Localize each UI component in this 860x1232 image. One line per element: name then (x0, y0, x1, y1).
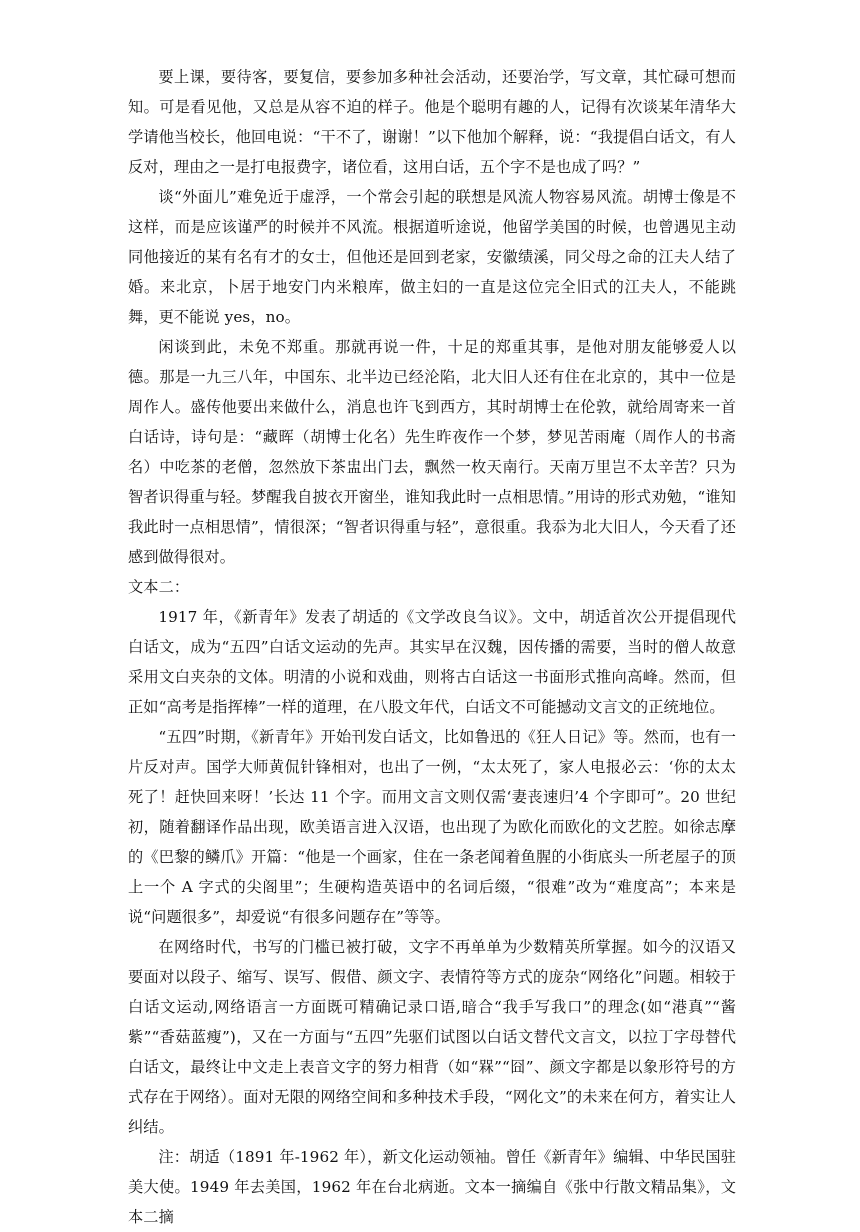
paragraph-outer-appearance: 谈“外面儿”难免近于虚浮，一个常会引起的联想是风流人物容易风流。胡博士像是不这样，而是应该谨严的时候并不风流。根据道听途说，他留学美国的时候，也曾遇见主动同他接近的某有名有才的女士，但他还是回到老家，安徽绩溪，同父母之命的江夫人结了婚。来北京，卜居于地安门内米粮库，做主妇的一直是这位完全旧式的江夫人，不能跳舞，更不能说 yes，no。 (128, 188, 736, 326)
document-body (128, 62, 736, 1232)
paragraph-internet-era: 在网络时代，书写的门槛已被打破，文字不再单单为少数精英所掌握。如今的汉语又要面对以段子、缩写、误写、假借、颜文字、表情符等方式的庞杂“网络化”问题。相较于白话文运动,网络语言一方面既可精确记录口语,暗合“我手写我口”的理念(如“港真”“酱紫”“香菇蓝瘦”)，又在一方面与“五四”先驱们试图以白话文替代文言文，以拉丁字母替代白话文，最终让中文走上表音文字的努力相背（如“槑”“囧”、颜文字都是以象形符号的方式存在于网络）。面对无限的网络空间和多种技术手段，“网化文”的未来在何方，着实让人纠结。 (128, 938, 736, 1136)
paragraph-poem-advice: 闲谈到此，未免不郑重。那就再说一件，十足的郑重其事，是他对朋友能够爱人以德。那是一九三八年，中国东、北半边已经沦陷，北大旧人还有住在北京的，其中一位是周作人。盛传他要出来做什么，消息也许飞到西方，其时胡博士在伦敦，就给周寄来一首白话诗，诗句是：“藏晖（胡博士化名）先生昨夜作一个梦，梦见苦雨庵（周作人的书斋名）中吃茶的老僧，忽然放下茶盅出门去，飘然一枚天南行。天南万里岂不太辛苦？只为智者识得重与轻。梦醒我自披衣开窗坐，谁知我此时一点相思情。”用诗的形式劝勉，“谁知我此时一点相思情”，情很深；“智者识得重与轻”，意很重。我忝为北大旧人，今天看了还感到做得很对。 (128, 338, 736, 566)
paragraph-hu-busy: 要上课，要待客，要复信，要参加多种社会活动，还要治学，写文章，其忙碌可想而知。可是看见他，又总是从容不迫的样子。他是个聪明有趣的人，记得有次谈某年清华大学请他当校长，他回电说：“干不了，谢谢！”以下他加个解释，说：“我提倡白话文，有人反对，理由之一是打电报费字，诸位看，这用白话，五个字不是也成了吗？” (128, 68, 736, 176)
paragraph-note: 注：胡适（1891 年-1962 年），新文化运动领袖。曾任《新青年》编辑、中华民国驻美大使。1949 年去美国，1962 年在台北病逝。文本一摘编自《张中行散文精品集》，文本二摘 (128, 1148, 736, 1226)
section-heading-text-two: 文本二： (128, 578, 190, 596)
paragraph-may-fourth-period: “五四”时期，《新青年》开始刊发白话文，比如鲁迅的《狂人日记》等。然而，也有一片反对声。国学大师黄侃针锋相对，也出了一例，“太太死了，家人电报必云：‘你的太太死了！赶快回来呀！’长达 11 个字。而用文言文则仅需‘妻丧速归’4 个字即可”。20 世纪初，随着翻译作品出现，欧美语言进入汉语，也出现了为欧化而欧化的文艺腔。如徐志摩的《巴黎的鳞爪》开篇：“他是一个画家，住在一条老闻着鱼腥的小街底头一所老屋子的顶上一个 A 字式的尖阁里”；生硬构造英语中的名词后缀，“很难”改为“难度高”；本来是说“问题很多”，却爱说“有很多问题存在”等等。 (128, 728, 736, 926)
paragraph-1917-new-youth: 1917 年，《新青年》发表了胡适的《文学改良刍议》。文中，胡适首次公开提倡现代白话文，成为“五四”白话文运动的先声。其实早在汉魏，因传播的需要，当时的僧人故意采用文白夹杂的文体。明清的小说和戏曲，则将古白话这一书面形式推向高峰。然而，但正如“高考是指挥棒”一样的道理，在八股文年代，白话文不可能撼动文言文的正统地位。 (128, 608, 736, 716)
